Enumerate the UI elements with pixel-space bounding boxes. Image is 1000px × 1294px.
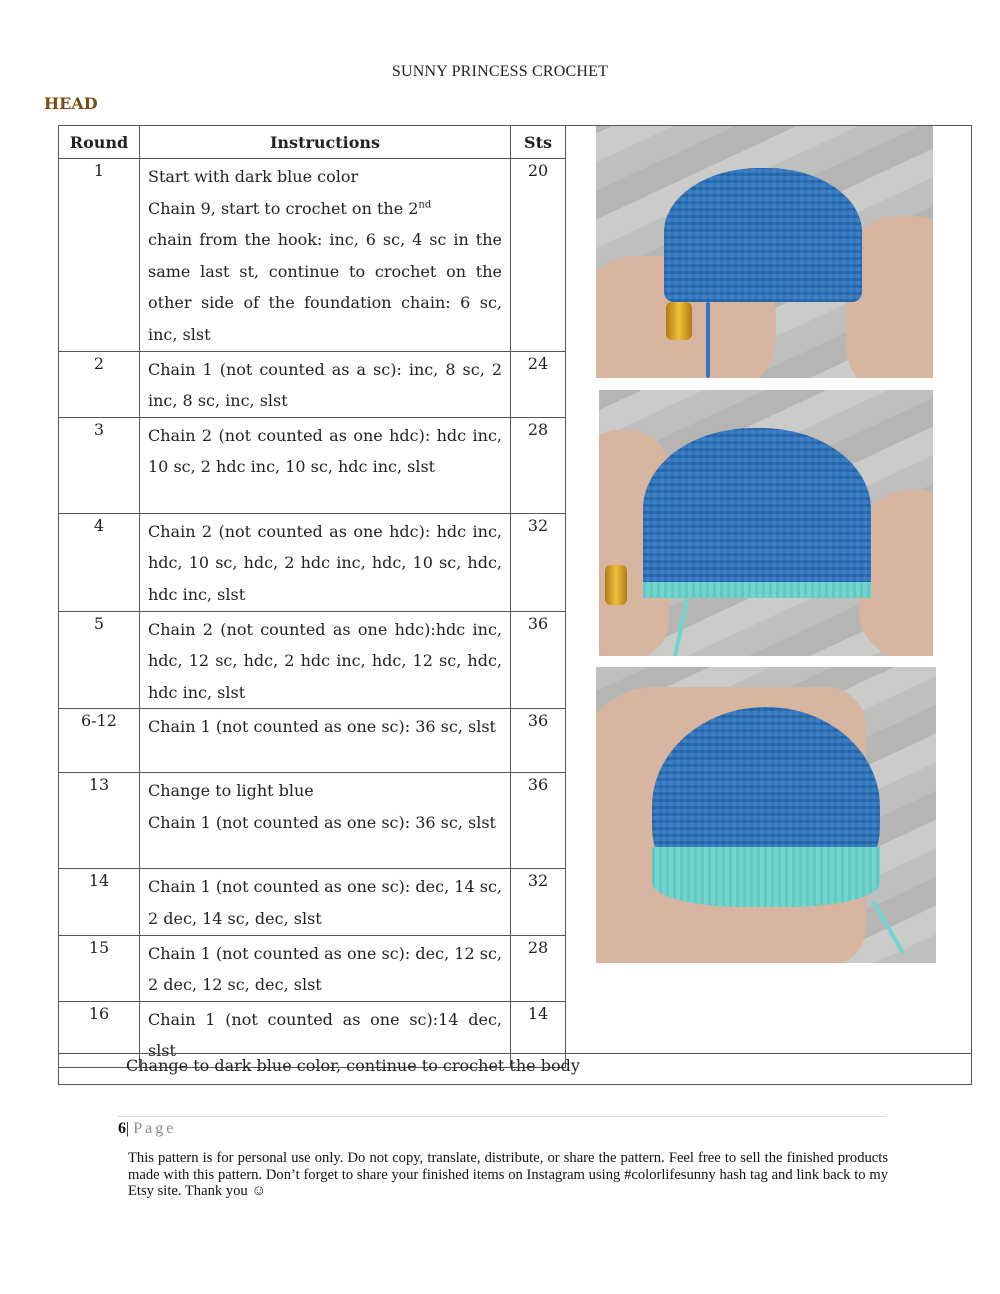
sts-cell: 24 bbox=[511, 351, 566, 417]
instruction-line bbox=[148, 193, 502, 225]
progress-photo-3 bbox=[596, 667, 936, 963]
instruction-line: Start with dark blue color bbox=[148, 167, 359, 186]
ring bbox=[666, 302, 692, 340]
page-number-value: 6 bbox=[118, 1120, 126, 1137]
instruction-line: chain from the hook: inc, 6 sc, 4 sc in the same last st, continue to crochet on the other side of the foundation chain: 6 sc, inc, slst bbox=[148, 230, 502, 344]
round-cell: 5 bbox=[59, 611, 140, 709]
table-row bbox=[59, 159, 566, 352]
copyright-disclaimer: This pattern is for personal use only. Do not copy, translate, distribute, or share the pattern. Feel free to sell the finished products made with this pattern. Don’t forget to share your finished items on Instagram using #colorlifesunny hash tag and link back to my Etsy site. Thank you ☺ bbox=[128, 1150, 888, 1199]
light-blue-band bbox=[643, 582, 871, 598]
table-row bbox=[59, 417, 566, 513]
page-number bbox=[118, 1120, 176, 1138]
table-row bbox=[59, 709, 566, 773]
sts-cell: 28 bbox=[511, 935, 566, 1001]
instructions-cell: Chain 1 (not counted as one sc): dec, 12 sc, 2 dec, 12 sc, dec, slst bbox=[140, 935, 511, 1001]
section-title-head: HEAD bbox=[44, 94, 98, 113]
instructions-cell: Chain 1 (not counted as one sc): 36 sc, slst bbox=[140, 709, 511, 773]
sts-cell: 32 bbox=[511, 869, 566, 935]
table-header-row bbox=[59, 126, 566, 159]
table-row bbox=[59, 513, 566, 611]
sts-cell: 36 bbox=[511, 709, 566, 773]
pattern-table bbox=[58, 125, 566, 1068]
round-cell: 6-12 bbox=[59, 709, 140, 773]
instruction-line: Change to light blue bbox=[148, 781, 314, 801]
document-header: SUNNY PRINCESS CROCHET bbox=[391, 63, 609, 80]
round-cell: 14 bbox=[59, 869, 140, 935]
crochet-piece bbox=[652, 707, 880, 907]
instructions-cell bbox=[140, 773, 511, 869]
sts-cell: 36 bbox=[511, 773, 566, 869]
instructions-cell: Chain 2 (not counted as one hdc):hdc inc, hdc, 12 sc, hdc, 2 hdc inc, hdc, 12 sc, hdc, hdc inc, slst bbox=[140, 611, 511, 709]
table-row bbox=[59, 611, 566, 709]
instructions-cell: Chain 1 (not counted as one sc): dec, 14 sc, 2 dec, 14 sc, dec, slst bbox=[140, 869, 511, 935]
round-cell: 16 bbox=[59, 1001, 140, 1067]
sts-cell: 36 bbox=[511, 611, 566, 709]
table-footer-note: Change to dark blue color, continue to crochet the body bbox=[58, 1053, 972, 1085]
sts-cell: 20 bbox=[511, 159, 566, 352]
instructions-cell: Chain 2 (not counted as one hdc): hdc inc, 10 sc, 2 hdc inc, 10 sc, hdc inc, slst bbox=[140, 417, 511, 513]
sts-cell: 14 bbox=[511, 1001, 566, 1067]
crochet-piece bbox=[643, 428, 871, 598]
table-row bbox=[59, 351, 566, 417]
page-separator: | bbox=[126, 1120, 130, 1137]
round-cell: 15 bbox=[59, 935, 140, 1001]
table-row bbox=[59, 869, 566, 935]
instructions-cell: Chain 1 (not counted as a sc): inc, 8 sc, 2 inc, 8 sc, inc, slst bbox=[140, 351, 511, 417]
instructions-cell: Chain 1 (not counted as one sc):14 dec, slst bbox=[140, 1001, 511, 1067]
table-row bbox=[59, 773, 566, 869]
ring bbox=[605, 565, 627, 605]
page-label: Page bbox=[133, 1120, 177, 1137]
sts-cell: 32 bbox=[511, 513, 566, 611]
sts-cell: 28 bbox=[511, 417, 566, 513]
footer-divider bbox=[118, 1116, 886, 1117]
instruction-text: Chain 9, start to crochet on the 2 bbox=[148, 198, 419, 218]
instructions-cell bbox=[140, 159, 511, 352]
progress-photo-1 bbox=[596, 126, 933, 378]
round-cell: 4 bbox=[59, 513, 140, 611]
light-blue-band bbox=[652, 847, 880, 907]
instructions-cell: Chain 2 (not counted as one hdc): hdc inc, hdc, 10 sc, hdc, 2 hdc inc, hdc, 10 sc, hdc, hdc inc, slst bbox=[140, 513, 511, 611]
crochet-piece bbox=[664, 168, 862, 302]
yarn-tail bbox=[706, 302, 710, 378]
ordinal-suffix: nd bbox=[418, 199, 432, 211]
progress-photo-2 bbox=[599, 390, 933, 656]
header-instructions: Instructions bbox=[140, 126, 511, 159]
round-cell: 2 bbox=[59, 351, 140, 417]
header-round: Round bbox=[59, 126, 140, 159]
round-cell: 3 bbox=[59, 417, 140, 513]
instruction-line: Chain 1 (not counted as one sc): 36 sc, slst bbox=[148, 812, 496, 832]
round-cell: 1 bbox=[59, 159, 140, 352]
round-cell: 13 bbox=[59, 773, 140, 869]
header-sts: Sts bbox=[511, 126, 566, 159]
table-row bbox=[59, 935, 566, 1001]
